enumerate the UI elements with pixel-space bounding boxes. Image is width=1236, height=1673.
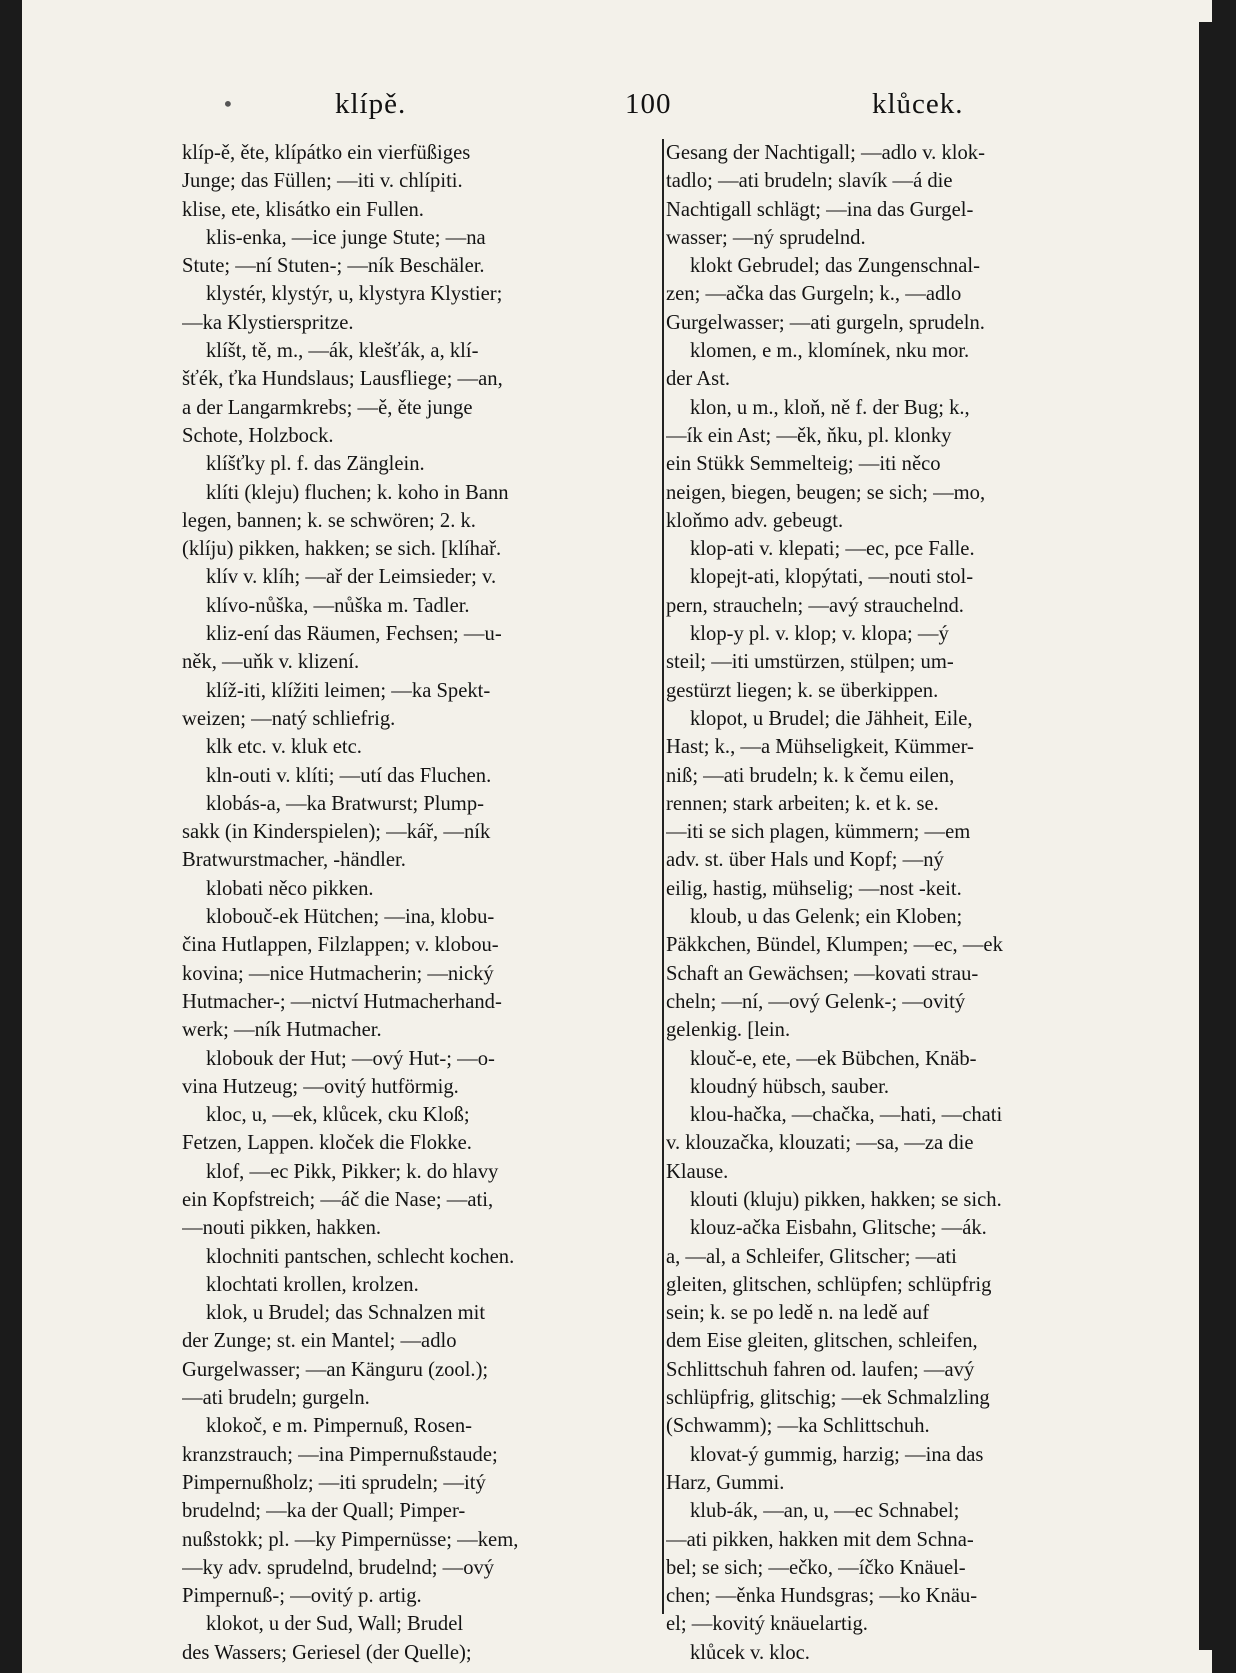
dictionary-line: klívo-nůška, —nůška m. Tadler. xyxy=(206,594,470,617)
margin-mark: • xyxy=(222,92,234,116)
dictionary-line: v. klouzačka, klouzati; —sa, —za die xyxy=(666,1132,974,1155)
dictionary-line: weizen; —natý schliefrig. xyxy=(182,707,396,730)
dictionary-line: klokoč, e m. Pimpernuß, Rosen- xyxy=(206,1415,472,1438)
dictionary-line: klíž-iti, klížiti leimen; —ka Spekt- xyxy=(206,679,491,702)
dictionary-line: —ati brudeln; gurgeln. xyxy=(182,1387,370,1410)
dictionary-line: chen; —ěnka Hundsgras; —ko Knäu- xyxy=(666,1585,978,1608)
dictionary-line: neigen, biegen, beugen; se sich; —mo, xyxy=(666,481,986,504)
dictionary-line: der Zunge; st. ein Mantel; —adlo xyxy=(182,1330,457,1353)
dictionary-line: (Schwamm); —ka Schlittschuh. xyxy=(666,1415,930,1438)
header-right-keyword: klůcek. xyxy=(872,88,964,120)
dictionary-line: kln-outi v. klíti; —utí das Fluchen. xyxy=(206,764,492,787)
page-number: 100 xyxy=(625,88,672,120)
dictionary-line: kloudný hübsch, sauber. xyxy=(690,1075,890,1098)
dictionary-line: el; —kovitý knäuelartig. xyxy=(666,1613,868,1636)
dictionary-line: klof, —ec Pikk, Pikker; k. do hlavy xyxy=(206,1160,499,1183)
dictionary-line: klopot, u Brudel; die Jähheit, Eile, xyxy=(690,707,973,730)
dictionary-line: klůcek v. kloc. xyxy=(690,1641,810,1664)
dictionary-line: sein; k. se po ledě n. na ledě auf xyxy=(666,1302,930,1325)
dictionary-line: gleiten, glitschen, schlüpfen; schlüpfrig xyxy=(666,1273,992,1296)
dictionary-line: dem Eise gleiten, glitschen, schleifen, xyxy=(666,1330,978,1353)
dictionary-line: wasser; —ný sprudelnd. xyxy=(666,226,866,249)
dictionary-line: Junge; das Füllen; —iti v. chlípiti. xyxy=(182,170,463,193)
dictionary-line: klou-hačka, —chačka, —hati, —chati xyxy=(690,1104,1003,1127)
dictionary-line: čina Hutlappen, Filzlappen; v. klobou- xyxy=(182,934,499,957)
dictionary-line: Pimpernuß-; —ovitý p. artig. xyxy=(182,1585,422,1608)
dictionary-line: klk etc. v. kluk etc. xyxy=(206,736,362,759)
dictionary-line: klíšťky pl. f. das Zänglein. xyxy=(206,453,425,476)
dictionary-line: klis-enka, —ice junge Stute; —na xyxy=(206,226,486,249)
dictionary-line: klouz-ačka Eisbahn, Glitsche; —ák. xyxy=(690,1217,987,1240)
left-column xyxy=(182,139,647,1667)
dictionary-line: Hutmacher-; —nictví Hutmacherhand- xyxy=(182,990,502,1013)
dictionary-line: vina Hutzeug; —ovitý hutförmig. xyxy=(182,1075,459,1098)
dictionary-line: eilig, hastig, mühselig; —nost -keit. xyxy=(666,877,962,900)
dictionary-line: —nouti pikken, hakken. xyxy=(182,1217,382,1240)
dictionary-line: klopejt-ati, klopýtati, —nouti stol- xyxy=(690,566,974,589)
dictionary-line: Hast; k., —a Mühseligkeit, Kümmer- xyxy=(666,736,974,759)
dictionary-line: Harz, Gummi. xyxy=(666,1471,785,1494)
dictionary-line: bel; se sich; —ečko, —íčko Knäuel- xyxy=(666,1556,966,1579)
dictionary-line: Gurgelwasser; —ati gurgeln, sprudeln. xyxy=(666,311,985,334)
dictionary-line: kloc, u, —ek, klůcek, cku Kloß; xyxy=(206,1104,470,1127)
dictionary-line: Stute; —ní Stuten-; —ník Beschäler. xyxy=(182,255,485,278)
dictionary-line: klobás-a, —ka Bratwurst; Plump- xyxy=(206,792,484,815)
header-left-keyword: klípě. xyxy=(335,88,407,120)
dictionary-line: rennen; stark arbeiten; k. et k. se. xyxy=(666,792,939,815)
dictionary-line: klop-ati v. klepati; —ec, pce Falle. xyxy=(690,538,975,561)
dictionary-line: klub-ák, —an, u, —ec Schnabel; xyxy=(690,1500,960,1523)
dictionary-line: legen, bannen; k. se schwören; 2. k. xyxy=(182,509,476,532)
dictionary-line: schlüpfrig, glitschig; —ek Schmalzling xyxy=(666,1387,990,1410)
dictionary-line: —ka Klystierspritze. xyxy=(182,311,354,334)
dictionary-line: klokt Gebrudel; das Zungenschnal- xyxy=(690,255,980,278)
dictionary-line: Schlittschuh fahren od. laufen; —avý xyxy=(666,1358,975,1381)
dictionary-line: klobati něco pikken. xyxy=(206,877,374,900)
dictionary-line: ein Stükk Semmelteig; —iti něco xyxy=(666,453,941,476)
dictionary-line: klise, ete, klisátko ein Fullen. xyxy=(182,198,424,221)
dictionary-line: —iti se sich plagen, kümmern; —em xyxy=(666,821,971,844)
dictionary-line: nußstokk; pl. —ky Pimpernüsse; —kem, xyxy=(182,1528,519,1551)
dictionary-line: (klíju) pikken, hakken; se sich. [klíhař. xyxy=(182,538,502,561)
dictionary-line: klochtati krollen, krolzen. xyxy=(206,1273,419,1296)
dictionary-line: kovina; —nice Hutmacherin; —nický xyxy=(182,962,494,985)
dictionary-line: des Wassers; Geriesel (der Quelle); xyxy=(182,1641,472,1664)
dictionary-line: klíp-ě, ěte, klípátko ein vierfüßiges xyxy=(182,142,471,164)
dictionary-line: adv. st. über Hals und Kopf; —ný xyxy=(666,849,944,872)
dictionary-line: šťék, ťka Hundslaus; Lausfliege; —an, xyxy=(182,368,503,391)
dictionary-line: cheln; —ní, —ový Gelenk-; —ovitý xyxy=(666,990,966,1013)
dictionary-line: Gurgelwasser; —an Känguru (zool.); xyxy=(182,1358,489,1381)
dictionary-line: Fetzen, Lappen. kloček die Flokke. xyxy=(182,1132,472,1155)
dictionary-line: klop-y pl. v. klop; v. klopa; —ý xyxy=(690,623,949,646)
dictionary-line: werk; —ník Hutmacher. xyxy=(182,1019,382,1042)
dictionary-line: klystér, klystýr, u, klystyra Klystier; xyxy=(206,283,503,306)
dictionary-line: Pimpernußholz; —iti sprudeln; —itý xyxy=(182,1471,486,1494)
dictionary-line: klív v. klíh; —ař der Leimsieder; v. xyxy=(206,566,497,589)
dictionary-line: Bratwurstmacher, -händler. xyxy=(182,849,406,872)
dictionary-line: Klause. xyxy=(666,1160,729,1183)
page-header xyxy=(215,88,985,130)
dictionary-line: klouč-e, ete, —ek Bübchen, Knäb- xyxy=(690,1047,977,1070)
dictionary-line: kliz-ení das Räumen, Fechsen; —u- xyxy=(206,623,502,646)
dictionary-line: klok, u Brudel; das Schnalzen mit xyxy=(206,1302,486,1325)
dictionary-line: klovat-ý gummig, harzig; —ina das xyxy=(690,1443,984,1466)
dictionary-line: zen; —ačka das Gurgeln; k., —adlo xyxy=(666,283,962,306)
dictionary-line: —ky adv. sprudelnd, brudelnd; —ový xyxy=(182,1556,495,1579)
dictionary-line: tadlo; —ati brudeln; slavík —á die xyxy=(666,170,953,193)
dictionary-line: —ík ein Ast; —ěk, ňku, pl. klonky xyxy=(666,424,952,447)
dictionary-line: klochniti pantschen, schlecht kochen. xyxy=(206,1245,515,1268)
dictionary-line: klíšt, tě, m., —ák, klešťák, a, klí- xyxy=(206,340,479,363)
dictionary-line: pern, straucheln; —avý strauchelnd. xyxy=(666,594,964,617)
dictionary-line: a der Langarmkrebs; —ě, ěte junge xyxy=(182,396,473,419)
dictionary-line: niß; —ati brudeln; k. k čemu eilen, xyxy=(666,764,955,787)
page-edge-shadow xyxy=(1199,22,1213,1650)
dictionary-line: Päkkchen, Bündel, Klumpen; —ec, —ek xyxy=(666,934,1003,957)
dictionary-line: a, —al, a Schleifer, Glitscher; —ati xyxy=(666,1245,957,1268)
column-divider xyxy=(662,139,664,1614)
dictionary-line: Schote, Holzbock. xyxy=(182,424,334,447)
dictionary-line: klokot, u der Sud, Wall; Brudel xyxy=(206,1613,464,1636)
right-column xyxy=(666,139,1131,1667)
dictionary-line: klíti (kleju) fluchen; k. koho in Bann xyxy=(206,481,509,504)
dictionary-line: sakk (in Kinderspielen); —kář, —ník xyxy=(182,821,491,844)
dictionary-line: gestürzt liegen; k. se überkippen. xyxy=(666,679,939,702)
dictionary-line: Schaft an Gewächsen; —kovati strau- xyxy=(666,962,979,985)
dictionary-line: klobouč-ek Hütchen; —ina, klobu- xyxy=(206,906,495,929)
dictionary-line: klobouk der Hut; —ový Hut-; —o- xyxy=(206,1047,495,1070)
dictionary-line: Gesang der Nachtigall; —adlo v. klok- xyxy=(666,142,985,164)
dictionary-line: brudelnd; —ka der Quall; Pimper- xyxy=(182,1500,466,1523)
dictionary-line: der Ast. xyxy=(666,368,731,391)
dictionary-line: něk, —uňk v. klizení. xyxy=(182,651,360,674)
dictionary-line: kloub, u das Gelenk; ein Kloben; xyxy=(690,906,963,929)
dictionary-line: klomen, e m., klomínek, nku mor. xyxy=(690,340,970,363)
dictionary-line: kloňmo adv. gebeugt. xyxy=(666,509,844,532)
dictionary-line: Nachtigall schlägt; —ina das Gurgel- xyxy=(666,198,974,221)
dictionary-line: steil; —iti umstürzen, stülpen; um- xyxy=(666,651,954,674)
dictionary-line: —ati pikken, hakken mit dem Schna- xyxy=(666,1528,974,1551)
dictionary-line: klouti (kluju) pikken, hakken; se sich. xyxy=(690,1188,1002,1211)
dictionary-line: klon, u m., kloň, ně f. der Bug; k., xyxy=(690,396,970,419)
dictionary-line: gelenkig. [lein. xyxy=(666,1019,791,1042)
dictionary-line: ein Kopfstreich; —áč die Nase; —ati, xyxy=(182,1188,494,1211)
dictionary-line: kranzstrauch; —ina Pimpernußstaude; xyxy=(182,1443,498,1466)
